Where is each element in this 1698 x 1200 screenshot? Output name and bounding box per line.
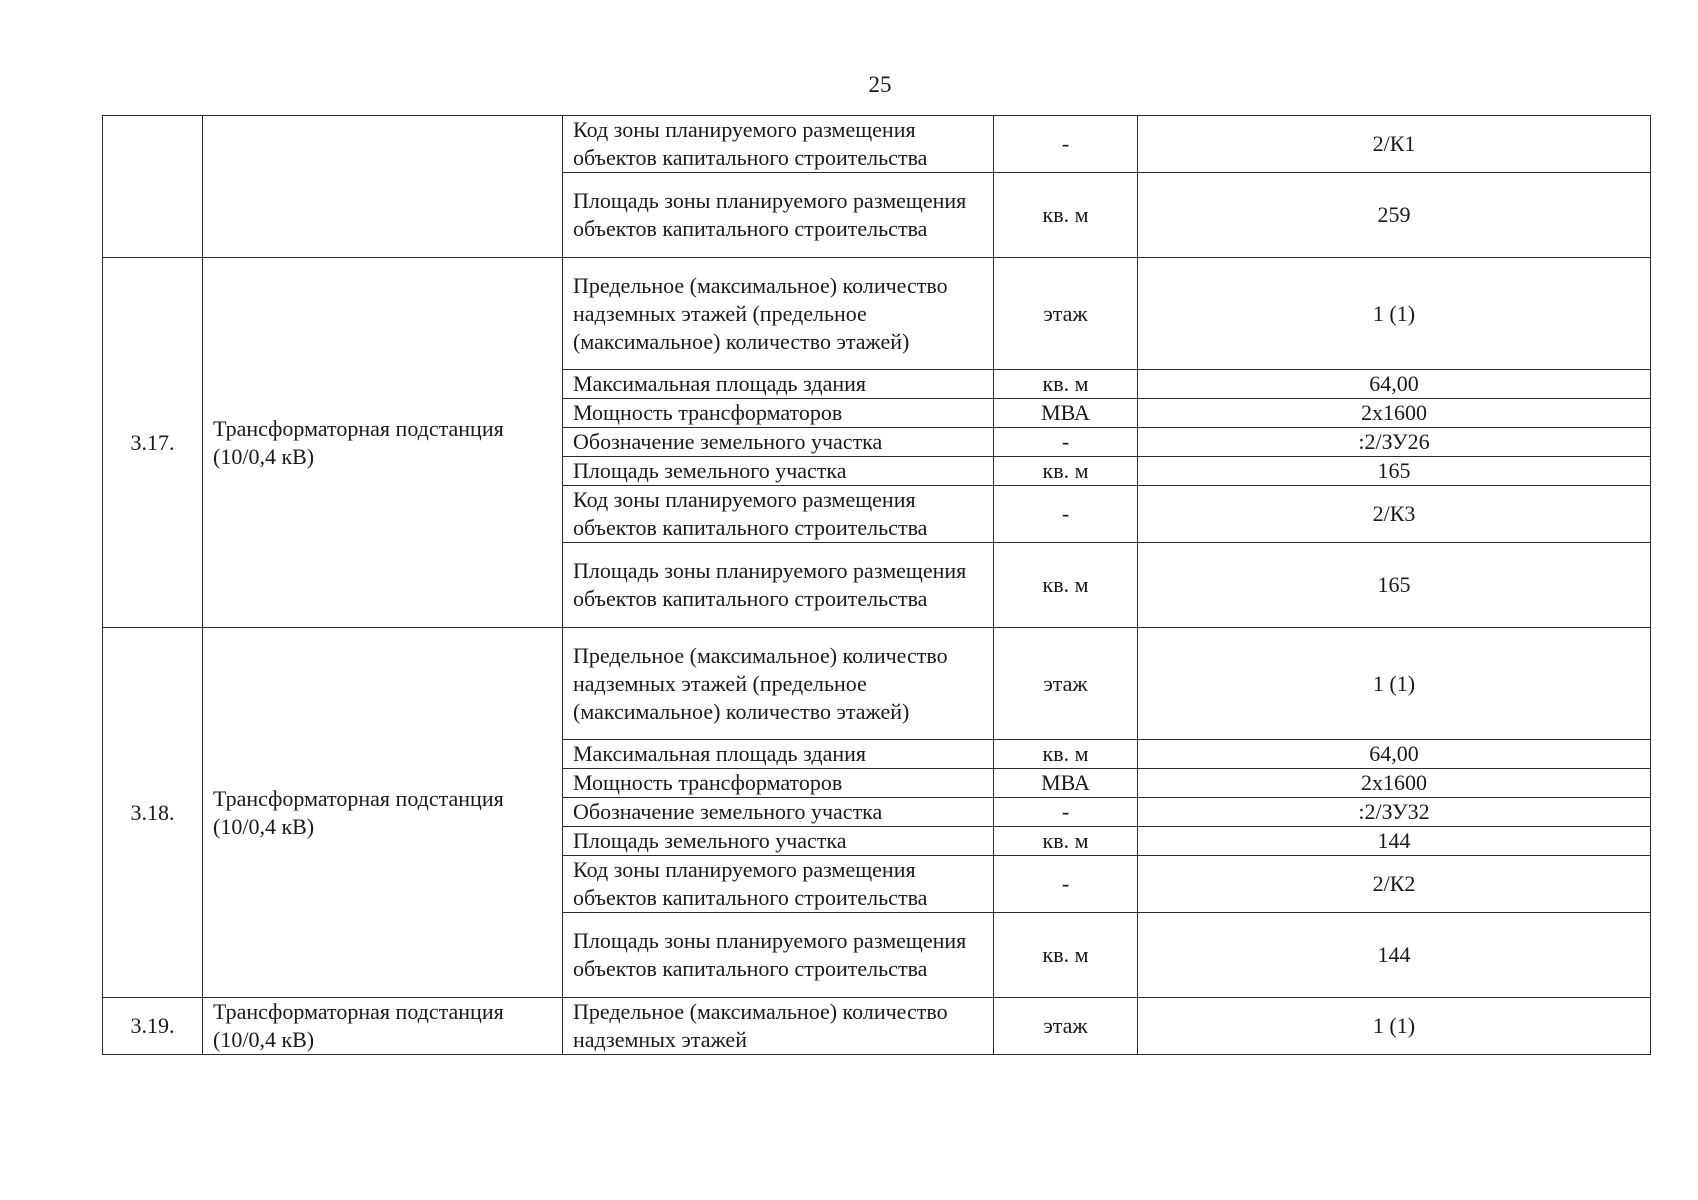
object-number-cell <box>103 116 203 258</box>
unit-cell: кв. м <box>994 827 1138 856</box>
table-row <box>103 116 1651 173</box>
unit-cell: кв. м <box>994 543 1138 628</box>
parameter-cell: Предельное (максимальное) количество надземных этажей (предельное (максимальное) количество этажей) <box>563 628 994 740</box>
object-number-cell: 3.19. <box>103 998 203 1055</box>
value-cell: 2/К1 <box>1138 116 1651 173</box>
unit-cell: кв. м <box>994 370 1138 399</box>
unit-cell: - <box>994 428 1138 457</box>
table-row <box>103 258 1651 370</box>
unit-cell: кв. м <box>994 913 1138 998</box>
parameter-cell: Площадь зоны планируемого размещения объектов капитального строительства <box>563 913 994 998</box>
value-cell: 2х1600 <box>1138 769 1651 798</box>
parameter-cell: Площадь земельного участка <box>563 827 994 856</box>
parameter-cell: Максимальная площадь здания <box>563 370 994 399</box>
parameter-cell: Мощность трансформаторов <box>563 399 994 428</box>
page-number: 25 <box>868 72 892 97</box>
unit-cell: - <box>994 486 1138 543</box>
value-cell: 64,00 <box>1138 740 1651 769</box>
parameter-cell: Предельное (максимальное) количество надземных этажей <box>563 998 994 1055</box>
parameter-cell: Площадь земельного участка <box>563 457 994 486</box>
value-cell: 64,00 <box>1138 370 1651 399</box>
object-number-cell: 3.17. <box>103 258 203 628</box>
object-name-cell: Трансформаторная подстанция (10/0,4 кВ) <box>203 998 563 1055</box>
unit-cell: кв. м <box>994 457 1138 486</box>
unit-cell: кв. м <box>994 740 1138 769</box>
unit-cell: этаж <box>994 628 1138 740</box>
value-cell: 2/К3 <box>1138 486 1651 543</box>
unit-cell: этаж <box>994 998 1138 1055</box>
parameter-cell: Код зоны планируемого размещения объектов капитального строительства <box>563 486 994 543</box>
unit-cell: МВА <box>994 769 1138 798</box>
value-cell: 1 (1) <box>1138 258 1651 370</box>
parameter-cell: Код зоны планируемого размещения объектов капитального строительства <box>563 116 994 173</box>
value-cell: 2х1600 <box>1138 399 1651 428</box>
object-name-cell: Трансформаторная подстанция (10/0,4 кВ) <box>203 258 563 628</box>
value-cell: 1 (1) <box>1138 628 1651 740</box>
value-cell: 1 (1) <box>1138 998 1651 1055</box>
value-cell: :2/ЗУ32 <box>1138 798 1651 827</box>
parameter-cell: Предельное (максимальное) количество надземных этажей (предельное (максимальное) количество этажей) <box>563 258 994 370</box>
value-cell: 165 <box>1138 543 1651 628</box>
unit-cell: - <box>994 116 1138 173</box>
parameter-cell: Максимальная площадь здания <box>563 740 994 769</box>
parameter-cell: Обозначение земельного участка <box>563 428 994 457</box>
value-cell: 144 <box>1138 827 1651 856</box>
value-cell: 2/К2 <box>1138 856 1651 913</box>
parameter-cell: Мощность трансформаторов <box>563 769 994 798</box>
parameter-cell: Площадь зоны планируемого размещения объектов капитального строительства <box>563 173 994 258</box>
object-number-cell: 3.18. <box>103 628 203 998</box>
value-cell: 144 <box>1138 913 1651 998</box>
unit-cell: этаж <box>994 258 1138 370</box>
unit-cell: кв. м <box>994 173 1138 258</box>
parameters-table <box>102 115 1651 1055</box>
table-row <box>103 628 1651 740</box>
unit-cell: - <box>994 856 1138 913</box>
object-name-cell <box>203 116 563 258</box>
unit-cell: - <box>994 798 1138 827</box>
parameter-cell: Площадь зоны планируемого размещения объектов капитального строительства <box>563 543 994 628</box>
table-row <box>103 998 1651 1055</box>
value-cell: 165 <box>1138 457 1651 486</box>
unit-cell: МВА <box>994 399 1138 428</box>
parameter-cell: Код зоны планируемого размещения объектов капитального строительства <box>563 856 994 913</box>
parameter-cell: Обозначение земельного участка <box>563 798 994 827</box>
value-cell: 259 <box>1138 173 1651 258</box>
value-cell: :2/ЗУ26 <box>1138 428 1651 457</box>
object-name-cell: Трансформаторная подстанция (10/0,4 кВ) <box>203 628 563 998</box>
